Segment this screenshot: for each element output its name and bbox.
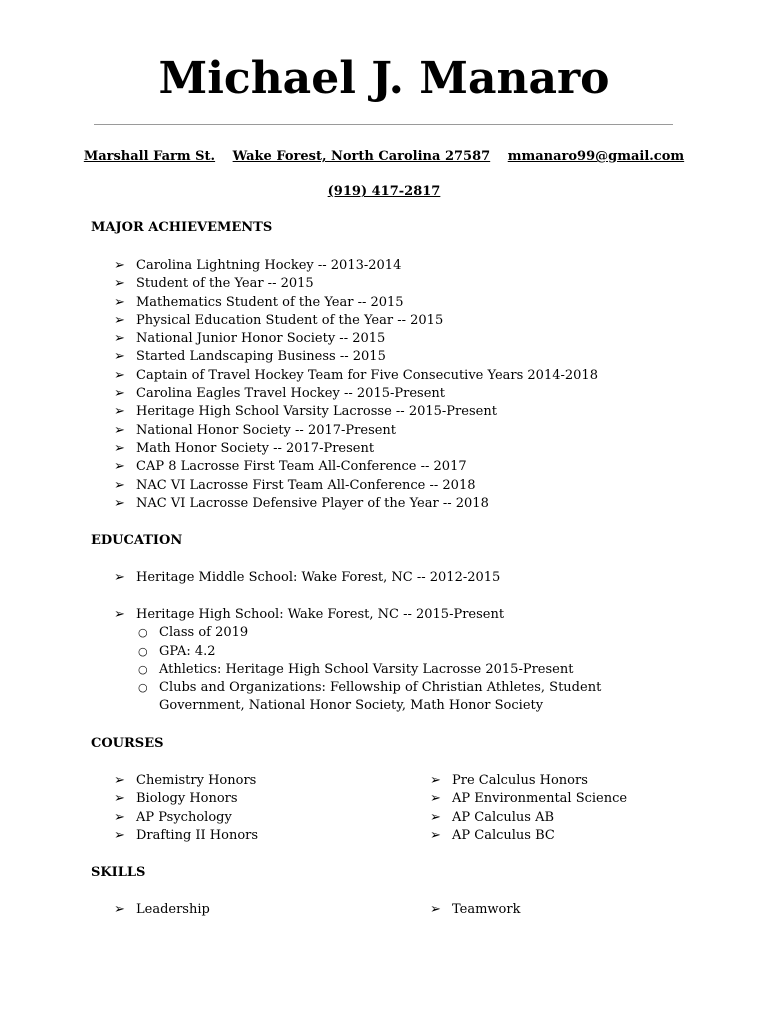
achievement-item bbox=[114, 440, 598, 458]
course-item bbox=[114, 772, 258, 790]
phone-line bbox=[0, 183, 768, 201]
achievement-text: NAC VI Lacrosse Defensive Player of the Year -- 2018 bbox=[136, 495, 489, 511]
achievement-text: Physical Education Student of the Year -- 2015 bbox=[136, 312, 444, 328]
skill-text: Teamwork bbox=[452, 902, 521, 917]
achievement-item bbox=[114, 495, 598, 513]
arrow-bullet-icon: ➢ bbox=[430, 773, 441, 788]
education-item bbox=[114, 606, 634, 716]
arrow-bullet-icon: ➢ bbox=[114, 422, 125, 438]
education-heading: EDUCATION bbox=[91, 533, 183, 548]
header-divider bbox=[94, 124, 673, 125]
achievement-text: Mathematics Student of the Year -- 2015 bbox=[136, 294, 404, 310]
course-item bbox=[114, 790, 258, 808]
achievement-text: NAC VI Lacrosse First Team All-Conference -- 2018 bbox=[136, 477, 476, 493]
course-text: Drafting II Honors bbox=[136, 827, 259, 843]
detail-text: Clubs and Organizations: Fellowship of Christian Athletes, Student Government, National Honor Society, Math Honor Society bbox=[159, 680, 602, 714]
skills-right-list bbox=[430, 901, 520, 919]
detail-text: GPA: 4.2 bbox=[159, 643, 216, 659]
city-state-zip: Wake Forest, North Carolina 27587 bbox=[232, 149, 491, 164]
arrow-bullet-icon: ➢ bbox=[114, 331, 125, 347]
skill-item bbox=[114, 901, 210, 919]
detail-item bbox=[136, 624, 634, 642]
arrow-bullet-icon: ➢ bbox=[114, 276, 125, 292]
course-text: AP Calculus AB bbox=[452, 809, 555, 825]
achievement-item bbox=[114, 458, 598, 476]
achievement-item bbox=[114, 275, 598, 293]
course-text: AP Environmental Science bbox=[452, 791, 628, 807]
arrow-bullet-icon: ➢ bbox=[114, 791, 125, 807]
course-text: AP Psychology bbox=[136, 809, 232, 825]
education-item bbox=[114, 569, 500, 587]
arrow-bullet-icon: ➢ bbox=[114, 607, 125, 622]
arrow-bullet-icon: ➢ bbox=[114, 258, 125, 273]
achievement-item bbox=[114, 403, 598, 421]
course-item bbox=[430, 772, 627, 790]
achievement-item bbox=[114, 294, 598, 312]
arrow-bullet-icon: ➢ bbox=[114, 570, 125, 585]
arrow-bullet-icon: ➢ bbox=[114, 349, 125, 365]
circle-bullet-icon: ○ bbox=[138, 662, 148, 676]
high-school-text: Heritage High School: Wake Forest, NC -- 2015-Present bbox=[136, 607, 505, 622]
street-address: Marshall Farm St. bbox=[83, 149, 216, 164]
course-item bbox=[430, 827, 627, 845]
arrow-bullet-icon: ➢ bbox=[114, 312, 125, 328]
arrow-bullet-icon: ➢ bbox=[114, 294, 125, 310]
circle-bullet-icon: ○ bbox=[138, 681, 148, 695]
arrow-bullet-icon: ➢ bbox=[114, 773, 125, 788]
achievement-text: Carolina Eagles Travel Hockey -- 2015-Present bbox=[136, 386, 445, 402]
achievement-text: Heritage High School Varsity Lacrosse -- 2015-Present bbox=[136, 404, 497, 420]
arrow-bullet-icon: ➢ bbox=[114, 477, 125, 493]
achievement-item bbox=[114, 477, 598, 495]
arrow-bullet-icon: ➢ bbox=[114, 404, 125, 420]
course-text: AP Calculus BC bbox=[452, 827, 555, 843]
course-item bbox=[114, 827, 258, 845]
achievement-item bbox=[114, 385, 598, 403]
achievements-list bbox=[114, 257, 598, 513]
courses-left-list bbox=[114, 772, 258, 845]
arrow-bullet-icon: ➢ bbox=[430, 827, 441, 843]
education-high-list bbox=[114, 606, 634, 716]
achievement-text: National Junior Honor Society -- 2015 bbox=[136, 331, 386, 347]
course-text: Biology Honors bbox=[136, 791, 238, 807]
detail-text: Class of 2019 bbox=[159, 625, 249, 641]
achievement-text: CAP 8 Lacrosse First Team All-Conference -- 2017 bbox=[136, 459, 467, 475]
course-text: Chemistry Honors bbox=[136, 773, 257, 788]
achievement-text: National Honor Society -- 2017-Present bbox=[136, 422, 397, 438]
arrow-bullet-icon: ➢ bbox=[114, 902, 125, 917]
arrow-bullet-icon: ➢ bbox=[114, 459, 125, 475]
detail-text: Athletics: Heritage High School Varsity Lacrosse 2015-Present bbox=[159, 661, 574, 677]
achievement-text: Captain of Travel Hockey Team for Five Consecutive Years 2014-2018 bbox=[136, 367, 598, 383]
phone-number: (919) 417-2817 bbox=[327, 184, 441, 199]
arrow-bullet-icon: ➢ bbox=[430, 902, 441, 917]
contact-line bbox=[0, 148, 768, 166]
arrow-bullet-icon: ➢ bbox=[114, 440, 125, 456]
arrow-bullet-icon: ➢ bbox=[114, 827, 125, 843]
email-address: mmanaro99@gmail.com bbox=[507, 149, 685, 164]
achievement-item bbox=[114, 330, 598, 348]
course-item bbox=[114, 809, 258, 827]
achievements-heading: MAJOR ACHIEVEMENTS bbox=[91, 220, 273, 235]
courses-heading: COURSES bbox=[91, 736, 164, 751]
circle-bullet-icon: ○ bbox=[138, 644, 148, 658]
course-text: Pre Calculus Honors bbox=[452, 773, 588, 788]
education-middle-list bbox=[114, 569, 500, 587]
course-item bbox=[430, 809, 627, 827]
resume-name: Michael J. Manaro bbox=[158, 53, 610, 104]
achievement-item bbox=[114, 257, 598, 275]
courses-right-list bbox=[430, 772, 627, 845]
course-item bbox=[430, 790, 627, 808]
achievement-text: Carolina Lightning Hockey -- 2013-2014 bbox=[136, 258, 402, 273]
achievement-item bbox=[114, 348, 598, 366]
arrow-bullet-icon: ➢ bbox=[114, 367, 125, 383]
skill-item bbox=[430, 901, 520, 919]
achievement-item bbox=[114, 367, 598, 385]
skill-text: Leadership bbox=[136, 902, 210, 917]
skills-heading: SKILLS bbox=[91, 865, 146, 880]
arrow-bullet-icon: ➢ bbox=[114, 495, 125, 511]
detail-item bbox=[136, 679, 634, 716]
achievement-item bbox=[114, 312, 598, 330]
arrow-bullet-icon: ➢ bbox=[114, 386, 125, 402]
high-school-details bbox=[136, 624, 634, 715]
skills-left-list bbox=[114, 901, 210, 919]
middle-school-text: Heritage Middle School: Wake Forest, NC -- 2012-2015 bbox=[136, 570, 501, 585]
arrow-bullet-icon: ➢ bbox=[114, 809, 125, 825]
arrow-bullet-icon: ➢ bbox=[430, 791, 441, 807]
achievement-text: Math Honor Society -- 2017-Present bbox=[136, 440, 375, 456]
achievement-text: Started Landscaping Business -- 2015 bbox=[136, 349, 386, 365]
detail-item bbox=[136, 661, 634, 679]
achievement-text: Student of the Year -- 2015 bbox=[136, 276, 314, 292]
achievement-item bbox=[114, 422, 598, 440]
detail-item bbox=[136, 643, 634, 661]
circle-bullet-icon: ○ bbox=[138, 626, 148, 640]
arrow-bullet-icon: ➢ bbox=[430, 809, 441, 825]
